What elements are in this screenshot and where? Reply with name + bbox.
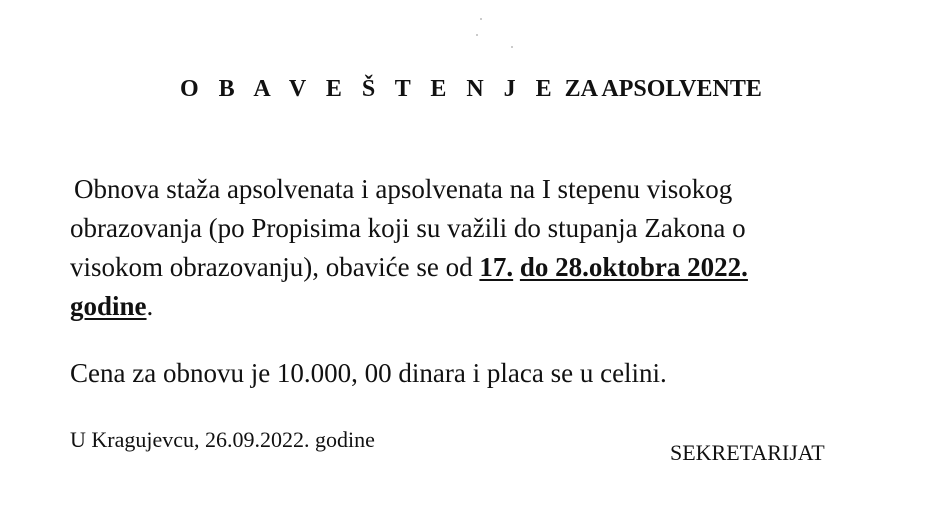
scan-speck [476,34,478,36]
notice-paragraph [70,170,890,326]
scan-speck [511,46,513,48]
paragraph-line-4 [70,287,890,326]
date-to: do 28.oktobra 2022. [519,252,748,282]
paragraph-period: . [146,291,154,321]
paragraph-line-1: Obnova staža apsolvenata i apsolvenata na I stepenu visokog [74,174,733,204]
notice-title [180,76,762,103]
paragraph-line-3 [70,248,890,287]
notice-title-main: O B A V E Š T E N J E [180,76,559,102]
date-from: 17. [479,252,514,282]
place-date: U Kragujevcu, 26.09.2022. godine [70,427,375,452]
paragraph-line-2: obrazovanja (po Propisima koji su važili do stupanja Zakona o [70,213,746,243]
price-note: Cena za obnovu je 10.000, 00 dinara i placa se u celini. [70,358,667,388]
date-year: godine [70,291,147,321]
scan-speck [480,18,482,20]
paragraph-line-3-text: visokom obrazovanju), obaviće se od [70,252,480,282]
notice-title-rest: ZA APSOLVENTE [564,76,762,102]
signature: SEKRETARIJAT [670,440,825,465]
